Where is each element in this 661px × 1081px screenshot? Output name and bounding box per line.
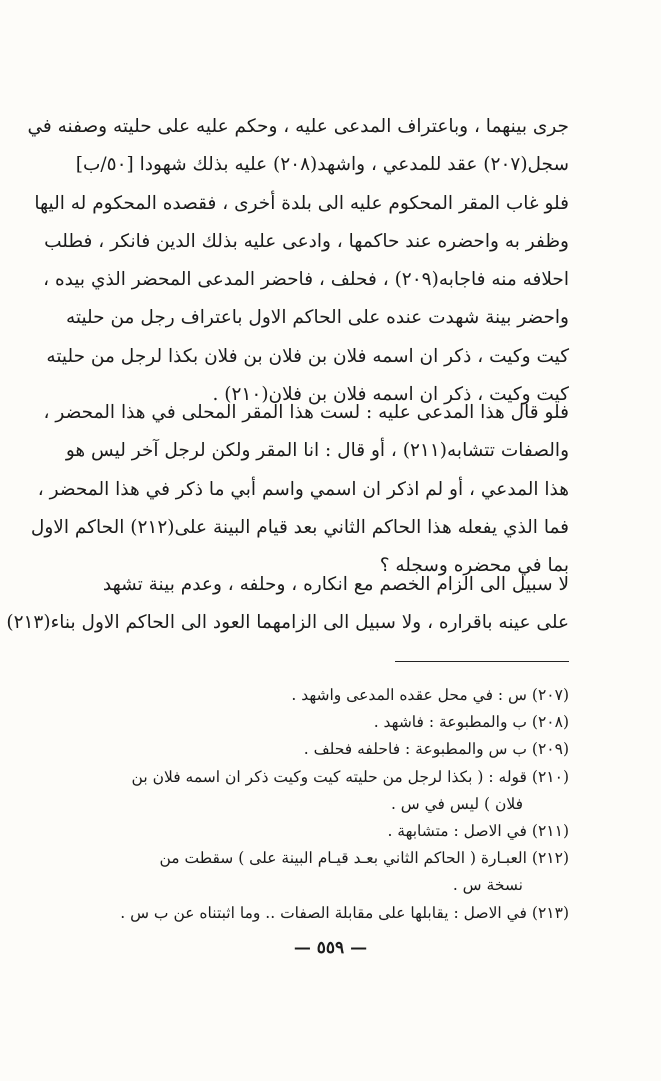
text-line: جرى بينهما ، وباعتراف المدعى عليه ، وحكم عليه على حليته وصفنه في [27,116,569,137]
text-line: هذا المدعي ، أو لم اذكر ان اسمي واسم أبي ما ذكر في هذا المحضر ، [37,478,569,500]
footnote-continuation: فلان ) ليس في س . [390,794,523,813]
footnote-line: (٢٠٧) س : في محل عقده المدعى واشهد . [291,686,569,704]
footnote-line: (٢١٢) العبـارة ( الحاكم الثاني بعـد قيـام البينة على ) سقطت من [159,849,569,868]
text-line: كيت وكيت ، ذكر ان اسمه فلان بن فلان بن فلان بكذا لرجل من حليته [46,345,569,367]
footnote-continuation: نسخة س . [452,876,523,895]
text-line: وظفر به واحضره عند حاكمها ، وادعى عليه بذلك الدين فانكر ، فطلب [44,230,569,252]
text-line: واحضر بينة شهدت عنده على الحاكم الاول باعتراف رجل من حليته [65,307,569,329]
text-line: لا سبيل الى الزام الخصم مع انكاره ، وحلفه ، وعدم بينة تشهد [102,574,569,595]
text-line: فما الذي يفعله هذا الحاكم الثاني بعد قيام البينة على(٢١٢) الحاكم الاول [30,516,569,538]
text-line: والصفات تتشابه(٢١١) ، أو قال : انا المقر ولكن لرجل آخر ليس هو [65,440,569,462]
paragraph-2 [30,394,569,585]
text-line: احلافه منه فاجابه(٢٠٩) ، فحلف ، فاحضر المدعى المحضر الذي بيده ، [43,269,569,291]
footnote-line: (٢٠٨) ب والمطبوعة : فاشهد . [373,713,569,732]
footnote-line: (٢١٣) في الاصل : يقابلها على مقابلة الصفات .. وما اثبتناه عن ب س . [120,903,569,922]
text-line: على عينه باقراره ، ولا سبيل الى الزامهما العود الى الحاكم الاول بناء(٢١٣) [6,612,569,634]
page-number: — ٥٥٩ — [293,938,368,958]
text-line: فلو غاب المقر المحكوم عليه الى بلدة أخرى ، فقصده المحكوم له اليها [34,192,569,214]
footnote-line: (٢١٠) قوله : ( بكذا لرجل من حليته كيت وكيت ذكر ان اسمه فلان بن [131,767,569,786]
footnote-line: (٢٠٩) ب س والمطبوعة : فاحلفه فحلف . [303,740,569,759]
text-line: سجل(٢٠٧) عقد للمدعي ، واشهد(٢٠٨) عليه بذلك شهودا [٥٠/ب] [75,154,569,176]
paragraph-3 [6,566,569,643]
footnote-separator [395,661,569,662]
text-line: بما في محضره وسجله ؟ [379,555,569,577]
paragraph-1 [27,108,569,414]
footnote-line: (٢١١) في الاصل : متشابهة . [387,821,569,840]
text-line: كيت وكيت ، ذكر ان اسمه فلان بن فلان(٢١٠) . [212,384,569,406]
text-line: فلو قال هذا المدعى عليه : لست هذا المقر المحلى في هذا المحضر ، [43,402,569,423]
footnotes [91,682,569,927]
